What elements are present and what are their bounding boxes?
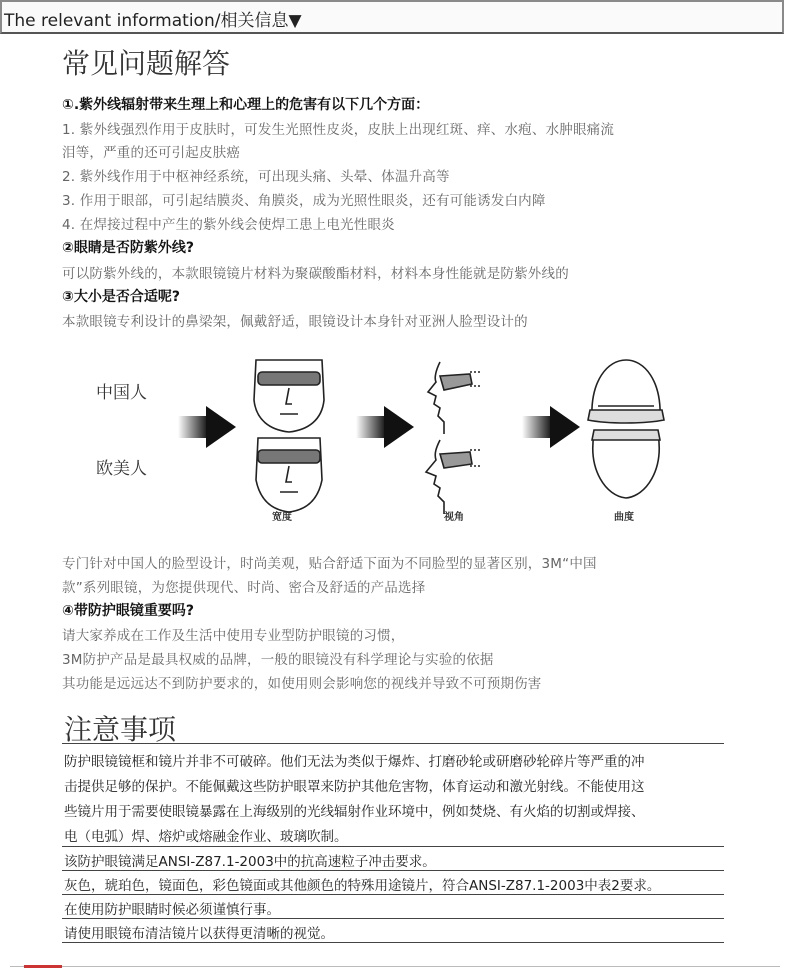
face-front-western-icon — [256, 438, 322, 512]
faq-answer-2: 可以防紫外线的，本款眼镜镜片材料为聚碳酸酯材料，材料本身性能就是防紫外线的 — [62, 266, 569, 282]
arrow-icon-3 — [522, 406, 580, 448]
section-header-title: The relevant information/相关信息▼ — [4, 11, 302, 31]
faq-answer-1-line-3: 2. 紫外线作用于中枢神经系统，可出现头痛、头晕、体温升高等 — [62, 169, 450, 185]
note-line-4: 电（电弧）焊、熔炉或熔融金作业、玻璃吹制。 — [64, 829, 348, 845]
faq-answer-1-line-2: 泪等，严重的还可引起皮肤癌 — [62, 145, 241, 161]
section-header-bar — [0, 0, 784, 34]
face-front-chinese-icon — [254, 360, 324, 432]
label-chinese: 中国人 — [96, 383, 147, 403]
figure-illustration — [60, 350, 740, 530]
notes-divider-bottom — [62, 942, 724, 943]
note-line-2: 击提供足够的保护。不能佩戴这些防护眼罩来防护其他危害物，体育运动和激光射线。不能使用这 — [64, 779, 645, 795]
faq-answer-3-extra-line-2: 款”系列眼镜，为您提供现代、时尚、密合及舒适的产品选择 — [62, 580, 426, 596]
head-curvature-bottom-icon — [592, 430, 660, 498]
note-line-6: 灰色，琥珀色，镜面色，彩色镜面或其他颜色的特殊用途镜片，符合ANSI-Z87.1-2003中表2要求。 — [64, 878, 661, 894]
note-line-5: 该防护眼镜满足ANSI-Z87.1-2003中的抗高速粒子冲击要求。 — [64, 854, 436, 870]
head-curvature-top-icon — [588, 360, 664, 423]
arrow-icon-1 — [178, 406, 236, 448]
faq-answer-3: 本款眼镜专利设计的鼻梁架，佩戴舒适，眼镜设计本身针对亚洲人脸型设计的 — [62, 314, 528, 330]
note-line-1: 防护眼镜镜框和镜片并非不可破碎。他们无法为类似于爆炸、打磨砂轮或研磨砂轮碎片等严重的冲 — [64, 754, 645, 770]
face-profile-chinese-icon — [428, 362, 482, 434]
label-western: 欧美人 — [96, 459, 147, 479]
face-shape-comparison-figure — [60, 350, 740, 530]
faq-question-3: ③大小是否合适呢? — [62, 289, 180, 305]
faq-answer-1-line-1: 1. 紫外线强烈作用于皮肤时，可发生光照性皮炎，皮肤上出现红斑、痒、水疱、水肿眼痛流 — [62, 122, 615, 138]
notes-divider-1 — [62, 846, 724, 847]
arrow-icon-2 — [356, 406, 414, 448]
faq-question-2: ②眼睛是否防紫外线? — [62, 240, 194, 256]
face-profile-western-icon — [426, 440, 482, 514]
faq-question-1: ①.紫外线辐射带来生理上和心理上的危害有以下几个方面： — [62, 97, 430, 113]
note-line-3: 些镜片用于需要使眼镜暴露在上海级别的光线辐射作业环境中，例如焚烧、有火焰的切割或焊接、 — [64, 804, 645, 820]
faq-answer-4-line-1: 请大家养成在工作及生活中使用专业型防护眼镜的习惯， — [62, 628, 405, 644]
caption-curvature: 曲度 — [614, 512, 634, 523]
page-bottom-rule — [10, 966, 780, 967]
notes-divider-2 — [62, 870, 724, 871]
page-bottom-accent — [24, 965, 62, 968]
faq-question-4: ④带防护眼镜重要吗? — [62, 603, 194, 619]
faq-answer-4-line-3: 其功能是远远达不到防护要求的，如使用则会影响您的视线并导致不可预期伤害 — [62, 676, 542, 692]
faq-answer-1-line-4: 3. 作用于眼部，可引起结膜炎、角膜炎，成为光照性眼炎，还有可能诱发白内障 — [62, 193, 546, 209]
notes-divider-top — [62, 743, 724, 744]
caption-width: 宽度 — [272, 512, 292, 523]
note-line-7: 在使用防护眼睛时候必须谨慎行事。 — [64, 902, 280, 918]
notes-divider-4 — [62, 918, 724, 919]
note-line-8: 请使用眼镜布清洁镜片以获得更清晰的视觉。 — [64, 926, 334, 942]
faq-answer-4-line-2: 3M防护产品是最具权威的品牌，一般的眼镜没有科学理论与实验的依据 — [62, 652, 494, 668]
faq-heading: 常见问题解答 — [62, 47, 231, 80]
faq-answer-3-extra-line-1: 专门针对中国人的脸型设计，时尚美观，贴合舒适下面为不同脸型的显著区别，3M“中国 — [62, 556, 597, 572]
notes-divider-3 — [62, 894, 724, 895]
caption-view-angle: 视角 — [444, 512, 464, 523]
faq-answer-1-line-5: 4. 在焊接过程中产生的紫外线会使焊工患上电光性眼炎 — [62, 217, 395, 233]
notes-heading: 注意事项 — [64, 713, 177, 746]
